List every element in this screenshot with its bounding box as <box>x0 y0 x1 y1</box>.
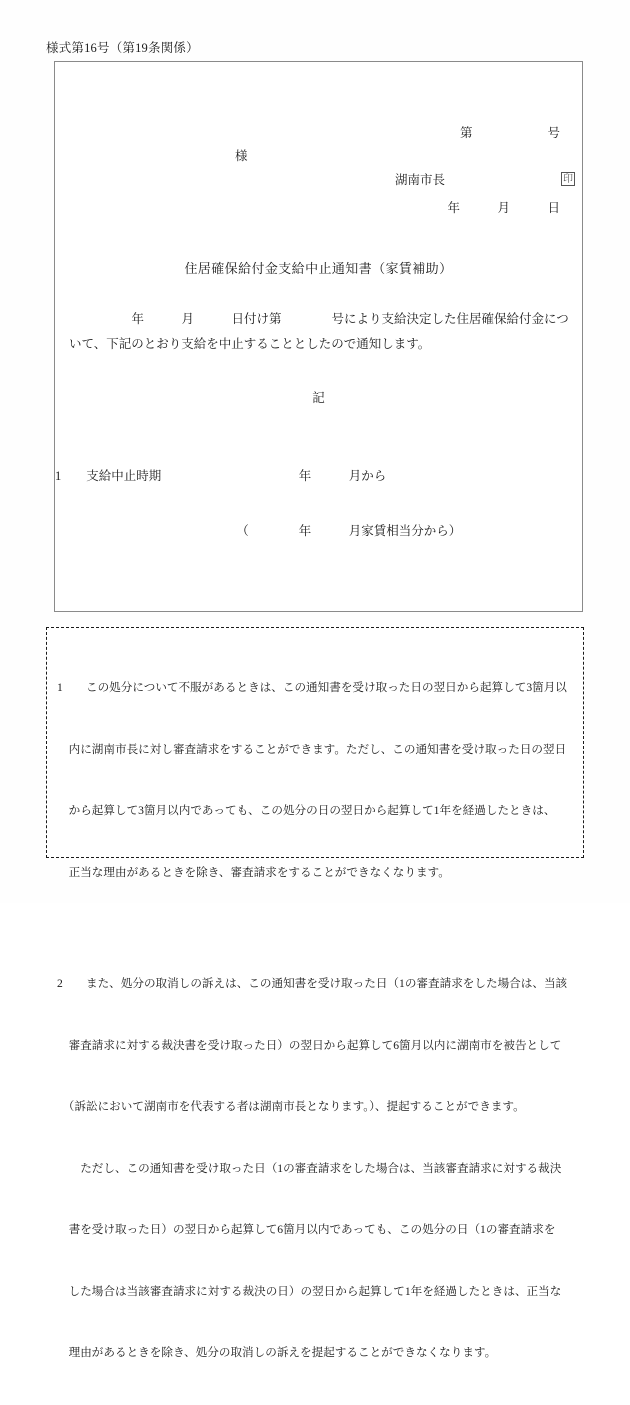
document-number-line: 第 号 <box>459 126 560 140</box>
notice-2-line-6: した場合は当該審査請求に対する裁決の日）の翌日から起算して1年を経過したときは、正当な <box>57 1284 562 1298</box>
item-suspension-period <box>55 434 582 574</box>
issuer-name: 湖南市長 <box>395 173 446 187</box>
issuer-row <box>395 170 575 188</box>
appeal-notice-box <box>46 627 584 1359</box>
body-line-2: いて、下記のとおり支給を中止することとしたので通知します。 <box>69 337 431 351</box>
document-title: 住居確保給付金支給中止通知書（家賃補助） <box>184 261 453 276</box>
item-1-line-1: 1 支給中止時期 年 月から <box>55 469 387 483</box>
seal-stamp-icon: 印 <box>563 174 573 185</box>
notice-1-line-1: 1 この処分について不服があるときは、この通知書を受け取った日の翌日から起算して3箇月以 <box>57 681 567 694</box>
notice-2-line-3: （訴訟において湖南市を代表する者は湖南市長となります。）、提起することができます。 <box>57 1100 525 1113</box>
document-date-line: 年 月 日 <box>447 201 560 215</box>
notice-1-line-4: 正当な理由があるときを除き、審査請求をすることができなくなります。 <box>57 865 450 879</box>
item-1-line-2: （ 年 月家賃相当分から） <box>55 524 462 538</box>
notice-paragraph-1 <box>57 637 571 924</box>
document-body <box>69 307 569 357</box>
form-number-label: 様式第16号（第19条関係） <box>46 41 199 55</box>
main-box-inner <box>55 62 582 611</box>
notice-1-line-3: から起算して3箇月以内であっても、この処分の日の翌日から起算して1年を経過したときは、 <box>57 804 556 817</box>
ki-marker: 記 <box>312 391 325 405</box>
body-line-1: 年 月 日付け第 号により支給決定した住居確保給付金につ <box>69 312 569 326</box>
notice-2-line-5: 書を受け取った日）の翌日から起算して6箇月以内であっても、この処分の日（1の審査請求を <box>57 1223 556 1236</box>
notice-1-line-2: 内に湖南市長に対し審査請求をすることができます。ただし、この通知書を受け取った日の翌日 <box>57 742 567 756</box>
notice-paragraph-2 <box>57 933 571 1405</box>
notice-2-line-7: 理由があるときを除き、処分の取消しの訴えを提起することができなくなります。 <box>57 1346 497 1359</box>
addressee-honorific: 様 <box>235 149 248 163</box>
notice-2-line-2: 審査請求に対する裁決書を受け取った日）の翌日から起算して6箇月以内に湖南市を被告として <box>57 1038 562 1052</box>
notification-main-box <box>54 61 583 612</box>
notice-2-line-4: ただし、この通知書を受け取った日（1の審査請求をした場合は、当該審査請求に対する裁決 <box>57 1161 562 1175</box>
notice-2-line-1: 2 また、処分の取消しの訴えは、この通知書を受け取った日（1の審査請求をした場合は、当該 <box>57 977 568 990</box>
